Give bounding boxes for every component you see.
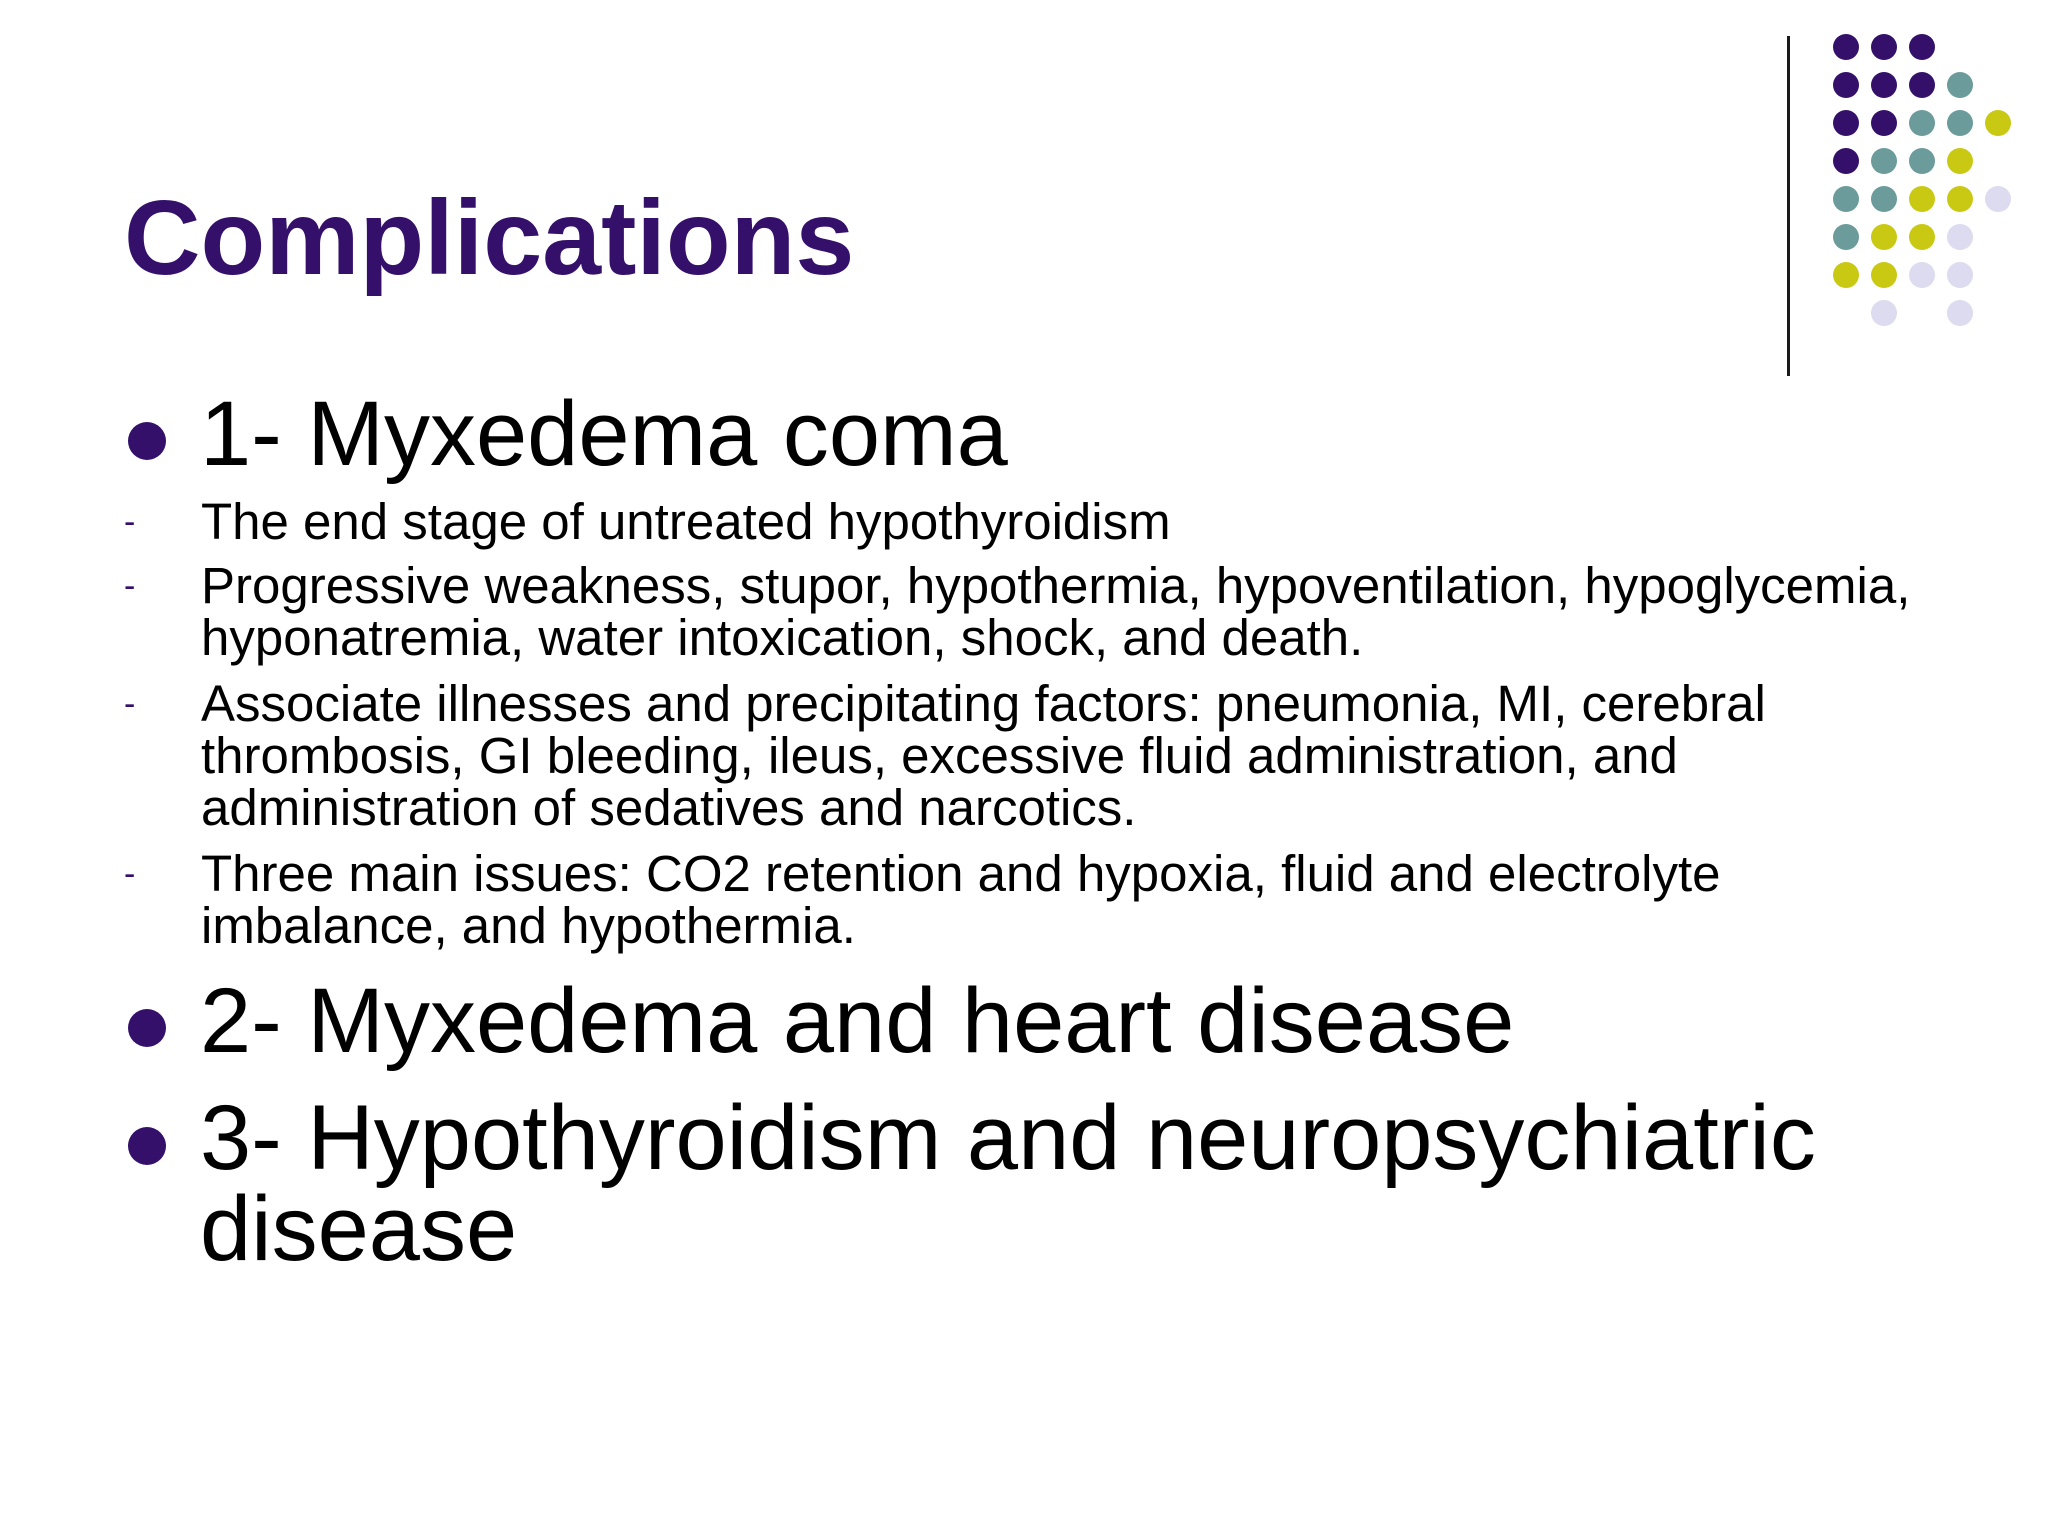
bullet-label: 2- Myxedema and heart disease	[200, 970, 1515, 1072]
decorative-dot	[1947, 148, 1973, 174]
decorative-dot	[1871, 34, 1897, 60]
vertical-divider	[1787, 36, 1790, 376]
decorative-dot	[1909, 34, 1935, 60]
slide-title: Complications	[124, 179, 855, 297]
dash-marker: -	[124, 855, 136, 893]
decorative-dot	[1909, 110, 1935, 136]
decorative-dot	[1909, 224, 1935, 250]
decorative-dot	[1985, 110, 2011, 136]
bullet-marker-icon	[128, 422, 166, 460]
decorative-dot	[1833, 148, 1859, 174]
decorative-dot	[1909, 148, 1935, 174]
decorative-dot	[1833, 262, 1859, 288]
decorative-dot	[1871, 224, 1897, 250]
bullet-label: 1- Myxedema coma	[200, 383, 1008, 485]
bullet-label: 3- Hypothyroidism and neuropsychiatric disease	[200, 1087, 1816, 1281]
dash-marker: -	[124, 567, 136, 605]
decorative-dot	[1909, 262, 1935, 288]
decorative-dot	[1833, 186, 1859, 212]
sub-bullet-text: Progressive weakness, stupor, hypothermia, hypoventilation, hypoglycemia, hyponatremia, water intoxication, shock, and death.	[201, 557, 1911, 666]
decorative-dot	[1947, 110, 1973, 136]
decorative-dot	[1871, 72, 1897, 98]
bullet-marker-icon	[128, 1009, 166, 1047]
decorative-dot	[1871, 186, 1897, 212]
decorative-dot	[1871, 148, 1897, 174]
decorative-dot	[1871, 110, 1897, 136]
decorative-dot	[1947, 72, 1973, 98]
sub-bullet-text: The end stage of untreated hypothyroidism	[201, 493, 1171, 550]
sub-bullet-text: Three main issues: CO2 retention and hypoxia, fluid and electrolyte imbalance, and hypothermia.	[201, 845, 1721, 954]
decorative-dot	[1909, 186, 1935, 212]
decorative-dot	[1833, 110, 1859, 136]
decorative-dot	[1833, 34, 1859, 60]
decorative-dot	[1871, 300, 1897, 326]
decorative-dot	[1871, 262, 1897, 288]
decorative-dot	[1947, 186, 1973, 212]
dash-marker: -	[124, 685, 136, 723]
decorative-dot	[1833, 224, 1859, 250]
bullet-marker-icon	[128, 1127, 166, 1165]
decorative-dot	[1833, 72, 1859, 98]
dash-marker: -	[124, 503, 136, 541]
sub-bullet-text: Associate illnesses and precipitating factors: pneumonia, MI, cerebral thrombosis, GI bleeding, ileus, excessive fluid administration, and administration of sedatives and narcotics.	[201, 675, 1766, 836]
decorative-dot	[1947, 262, 1973, 288]
decorative-dot	[1909, 72, 1935, 98]
decorative-dot	[1985, 186, 2011, 212]
decorative-dot	[1947, 300, 1973, 326]
decorative-dot	[1947, 224, 1973, 250]
